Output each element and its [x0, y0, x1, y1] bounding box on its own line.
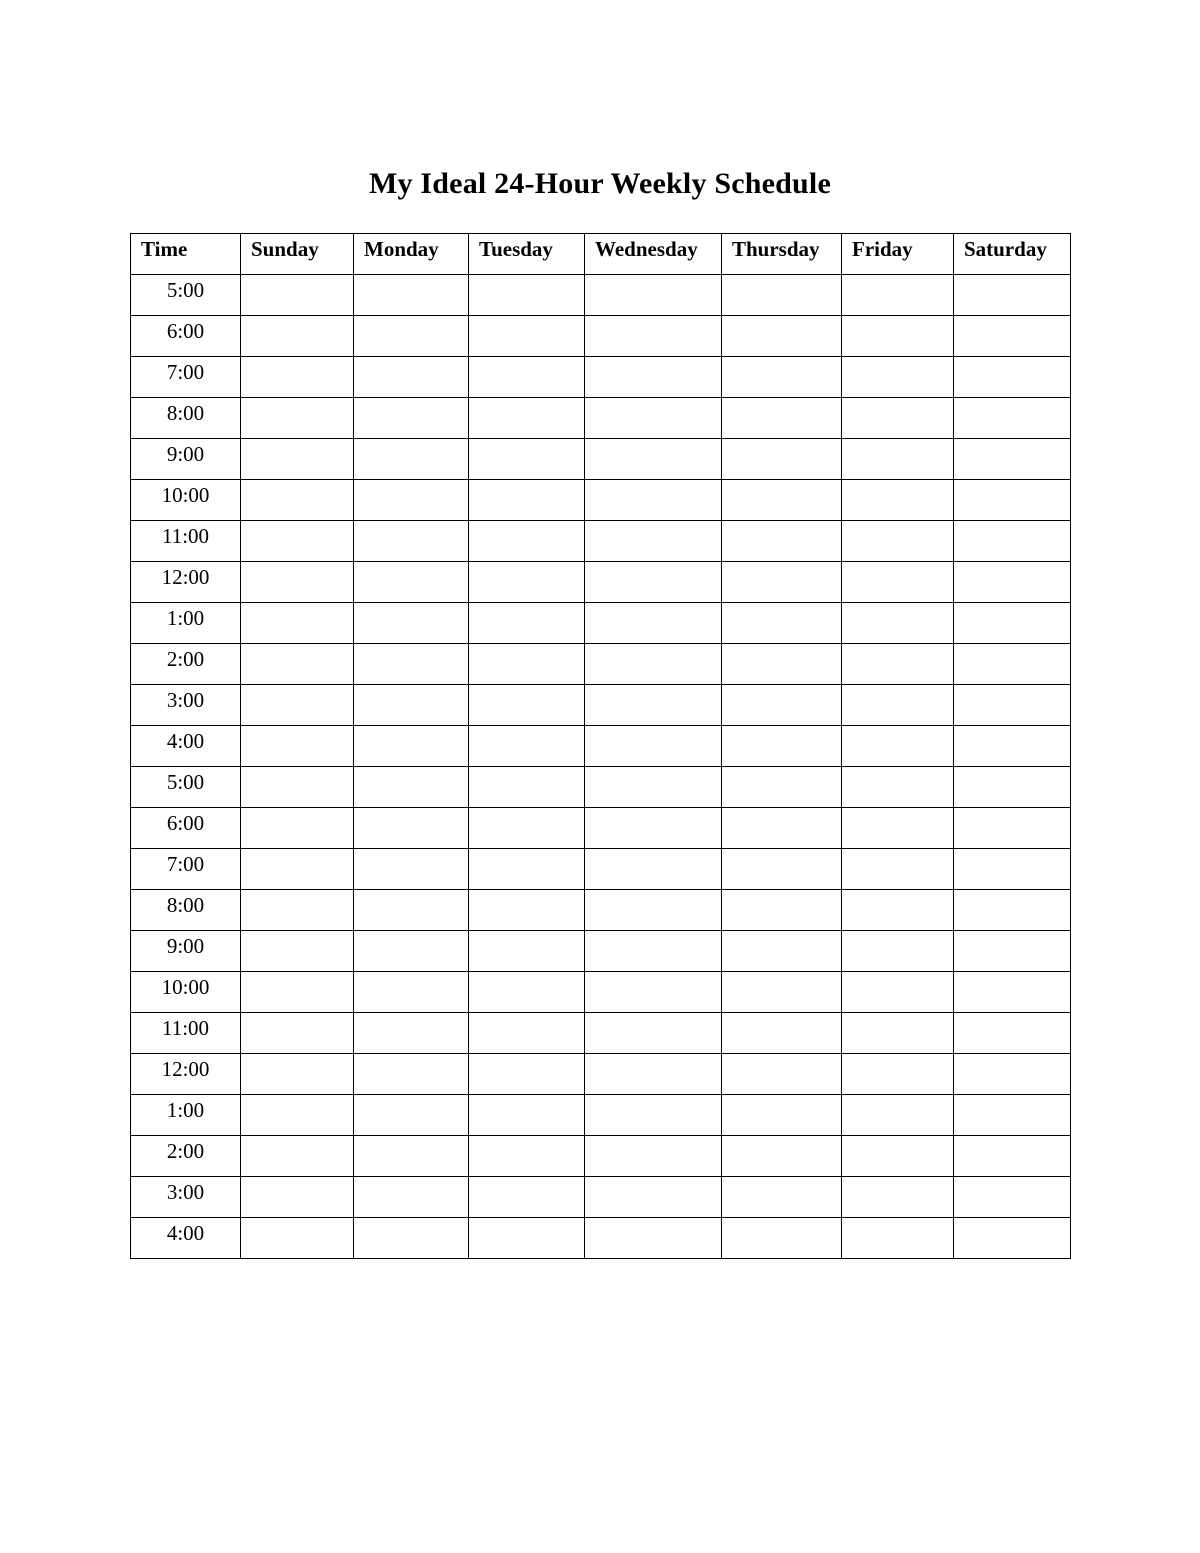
schedule-cell-thursday [722, 972, 842, 1013]
time-cell: 3:00 [131, 1177, 241, 1218]
column-header-friday: Friday [842, 234, 954, 275]
schedule-cell-tuesday [469, 1136, 585, 1177]
schedule-cell-tuesday [469, 1095, 585, 1136]
schedule-cell-saturday [954, 275, 1071, 316]
time-cell: 9:00 [131, 931, 241, 972]
schedule-cell-saturday [954, 1218, 1071, 1259]
schedule-cell-thursday [722, 890, 842, 931]
schedule-cell-saturday [954, 480, 1071, 521]
schedule-cell-wednesday [585, 439, 722, 480]
schedule-cell-wednesday [585, 767, 722, 808]
time-cell: 12:00 [131, 1054, 241, 1095]
time-cell: 9:00 [131, 439, 241, 480]
schedule-cell-wednesday [585, 849, 722, 890]
column-header-time: Time [131, 234, 241, 275]
schedule-cell-saturday [954, 603, 1071, 644]
schedule-cell-saturday [954, 439, 1071, 480]
schedule-cell-friday [842, 357, 954, 398]
schedule-cell-saturday [954, 1136, 1071, 1177]
schedule-cell-tuesday [469, 357, 585, 398]
schedule-cell-friday [842, 480, 954, 521]
schedule-cell-monday [354, 316, 469, 357]
time-cell: 4:00 [131, 1218, 241, 1259]
schedule-cell-friday [842, 1218, 954, 1259]
schedule-cell-tuesday [469, 439, 585, 480]
schedule-cell-wednesday [585, 316, 722, 357]
schedule-cell-wednesday [585, 685, 722, 726]
schedule-cell-saturday [954, 808, 1071, 849]
schedule-cell-wednesday [585, 1095, 722, 1136]
table-row [131, 398, 1071, 439]
schedule-cell-sunday [241, 439, 354, 480]
schedule-cell-monday [354, 1054, 469, 1095]
schedule-cell-friday [842, 685, 954, 726]
table-row [131, 275, 1071, 316]
schedule-cell-friday [842, 398, 954, 439]
schedule-cell-saturday [954, 849, 1071, 890]
schedule-cell-monday [354, 767, 469, 808]
table-row [131, 685, 1071, 726]
time-cell: 8:00 [131, 890, 241, 931]
schedule-cell-tuesday [469, 644, 585, 685]
schedule-cell-thursday [722, 603, 842, 644]
schedule-cell-friday [842, 1095, 954, 1136]
schedule-cell-sunday [241, 316, 354, 357]
schedule-cell-thursday [722, 931, 842, 972]
schedule-cell-thursday [722, 480, 842, 521]
schedule-cell-sunday [241, 644, 354, 685]
table-row [131, 562, 1071, 603]
schedule-cell-friday [842, 562, 954, 603]
schedule-cell-sunday [241, 1218, 354, 1259]
schedule-cell-monday [354, 1013, 469, 1054]
schedule-cell-saturday [954, 644, 1071, 685]
schedule-cell-tuesday [469, 275, 585, 316]
schedule-cell-friday [842, 603, 954, 644]
schedule-cell-sunday [241, 726, 354, 767]
schedule-cell-thursday [722, 439, 842, 480]
schedule-cell-wednesday [585, 562, 722, 603]
schedule-cell-thursday [722, 398, 842, 439]
table-row [131, 316, 1071, 357]
schedule-cell-wednesday [585, 480, 722, 521]
table-row [131, 972, 1071, 1013]
schedule-cell-monday [354, 398, 469, 439]
schedule-cell-thursday [722, 644, 842, 685]
column-header-monday: Monday [354, 234, 469, 275]
schedule-cell-sunday [241, 808, 354, 849]
schedule-cell-sunday [241, 357, 354, 398]
schedule-cell-sunday [241, 931, 354, 972]
schedule-cell-wednesday [585, 1054, 722, 1095]
schedule-cell-saturday [954, 1054, 1071, 1095]
schedule-cell-saturday [954, 685, 1071, 726]
schedule-cell-sunday [241, 398, 354, 439]
schedule-cell-monday [354, 1177, 469, 1218]
table-row [131, 1054, 1071, 1095]
schedule-cell-saturday [954, 398, 1071, 439]
schedule-cell-thursday [722, 521, 842, 562]
schedule-cell-sunday [241, 849, 354, 890]
time-cell: 1:00 [131, 1095, 241, 1136]
schedule-cell-sunday [241, 480, 354, 521]
table-row [131, 480, 1071, 521]
time-cell: 5:00 [131, 275, 241, 316]
schedule-cell-saturday [954, 316, 1071, 357]
schedule-cell-tuesday [469, 562, 585, 603]
schedule-cell-sunday [241, 1013, 354, 1054]
schedule-cell-tuesday [469, 931, 585, 972]
schedule-cell-friday [842, 1054, 954, 1095]
schedule-cell-monday [354, 849, 469, 890]
schedule-cell-friday [842, 767, 954, 808]
time-cell: 6:00 [131, 316, 241, 357]
time-cell: 11:00 [131, 1013, 241, 1054]
schedule-cell-tuesday [469, 767, 585, 808]
schedule-cell-wednesday [585, 644, 722, 685]
schedule-cell-tuesday [469, 480, 585, 521]
schedule-cell-wednesday [585, 890, 722, 931]
schedule-cell-monday [354, 439, 469, 480]
schedule-cell-thursday [722, 1218, 842, 1259]
schedule-cell-thursday [722, 316, 842, 357]
schedule-cell-monday [354, 603, 469, 644]
schedule-cell-tuesday [469, 1218, 585, 1259]
schedule-cell-tuesday [469, 1054, 585, 1095]
time-cell: 7:00 [131, 849, 241, 890]
time-cell: 5:00 [131, 767, 241, 808]
schedule-cell-tuesday [469, 972, 585, 1013]
schedule-cell-monday [354, 521, 469, 562]
schedule-cell-friday [842, 1013, 954, 1054]
schedule-cell-sunday [241, 275, 354, 316]
schedule-cell-saturday [954, 972, 1071, 1013]
table-row [131, 890, 1071, 931]
schedule-cell-saturday [954, 1013, 1071, 1054]
table-row [131, 1013, 1071, 1054]
table-row [131, 357, 1071, 398]
schedule-cell-friday [842, 1136, 954, 1177]
schedule-cell-wednesday [585, 1136, 722, 1177]
schedule-cell-saturday [954, 931, 1071, 972]
schedule-cell-friday [842, 275, 954, 316]
table-row [131, 1136, 1071, 1177]
schedule-cell-wednesday [585, 808, 722, 849]
schedule-cell-monday [354, 644, 469, 685]
schedule-cell-thursday [722, 1177, 842, 1218]
schedule-cell-tuesday [469, 685, 585, 726]
schedule-cell-thursday [722, 726, 842, 767]
schedule-cell-monday [354, 808, 469, 849]
time-cell: 4:00 [131, 726, 241, 767]
schedule-cell-monday [354, 480, 469, 521]
schedule-cell-monday [354, 726, 469, 767]
header-row [131, 234, 1071, 275]
schedule-cell-thursday [722, 562, 842, 603]
schedule-cell-wednesday [585, 398, 722, 439]
time-cell: 11:00 [131, 521, 241, 562]
schedule-cell-friday [842, 439, 954, 480]
schedule-cell-sunday [241, 972, 354, 1013]
schedule-cell-tuesday [469, 1177, 585, 1218]
schedule-cell-friday [842, 931, 954, 972]
schedule-cell-thursday [722, 849, 842, 890]
schedule-cell-thursday [722, 767, 842, 808]
table-row [131, 603, 1071, 644]
schedule-cell-tuesday [469, 316, 585, 357]
time-cell: 6:00 [131, 808, 241, 849]
schedule-cell-friday [842, 849, 954, 890]
schedule-cell-tuesday [469, 1013, 585, 1054]
column-header-wednesday: Wednesday [585, 234, 722, 275]
schedule-cell-friday [842, 644, 954, 685]
column-header-thursday: Thursday [722, 234, 842, 275]
schedule-cell-tuesday [469, 726, 585, 767]
table-row [131, 726, 1071, 767]
schedule-cell-wednesday [585, 1177, 722, 1218]
schedule-cell-thursday [722, 1054, 842, 1095]
schedule-cell-wednesday [585, 603, 722, 644]
schedule-cell-saturday [954, 726, 1071, 767]
schedule-cell-saturday [954, 1095, 1071, 1136]
schedule-cell-tuesday [469, 808, 585, 849]
schedule-cell-monday [354, 1095, 469, 1136]
schedule-cell-thursday [722, 685, 842, 726]
table-row [131, 1095, 1071, 1136]
table-row [131, 1177, 1071, 1218]
schedule-cell-friday [842, 316, 954, 357]
time-cell: 10:00 [131, 480, 241, 521]
time-cell: 3:00 [131, 685, 241, 726]
table-row [131, 439, 1071, 480]
schedule-cell-monday [354, 972, 469, 1013]
page-title: My Ideal 24-Hour Weekly Schedule [369, 167, 831, 200]
schedule-cell-monday [354, 685, 469, 726]
schedule-cell-sunday [241, 1095, 354, 1136]
schedule-cell-sunday [241, 767, 354, 808]
schedule-cell-wednesday [585, 1218, 722, 1259]
schedule-cell-monday [354, 1136, 469, 1177]
schedule-cell-saturday [954, 890, 1071, 931]
schedule-cell-wednesday [585, 357, 722, 398]
time-cell: 12:00 [131, 562, 241, 603]
schedule-cell-saturday [954, 357, 1071, 398]
time-cell: 2:00 [131, 1136, 241, 1177]
schedule-cell-sunday [241, 562, 354, 603]
column-header-saturday: Saturday [954, 234, 1071, 275]
time-cell: 10:00 [131, 972, 241, 1013]
schedule-cell-sunday [241, 1136, 354, 1177]
schedule-cell-saturday [954, 562, 1071, 603]
schedule-cell-friday [842, 1177, 954, 1218]
schedule-cell-monday [354, 275, 469, 316]
schedule-cell-thursday [722, 1013, 842, 1054]
schedule-cell-wednesday [585, 972, 722, 1013]
table-row [131, 808, 1071, 849]
schedule-cell-sunday [241, 603, 354, 644]
schedule-cell-friday [842, 890, 954, 931]
schedule-cell-saturday [954, 1177, 1071, 1218]
schedule-cell-saturday [954, 521, 1071, 562]
schedule-cell-monday [354, 931, 469, 972]
schedule-cell-wednesday [585, 931, 722, 972]
schedule-cell-sunday [241, 890, 354, 931]
schedule-cell-sunday [241, 1054, 354, 1095]
table-row [131, 644, 1071, 685]
table-row [131, 767, 1071, 808]
schedule-cell-wednesday [585, 521, 722, 562]
table-row [131, 931, 1071, 972]
schedule-cell-friday [842, 726, 954, 767]
schedule-cell-thursday [722, 1095, 842, 1136]
schedule-cell-sunday [241, 1177, 354, 1218]
column-header-tuesday: Tuesday [469, 234, 585, 275]
schedule-cell-thursday [722, 275, 842, 316]
schedule-cell-friday [842, 808, 954, 849]
schedule-body [131, 275, 1071, 1259]
schedule-cell-monday [354, 1218, 469, 1259]
schedule-cell-tuesday [469, 849, 585, 890]
time-cell: 7:00 [131, 357, 241, 398]
table-row [131, 849, 1071, 890]
schedule-cell-thursday [722, 808, 842, 849]
schedule-cell-saturday [954, 767, 1071, 808]
schedule-table [130, 233, 1071, 1259]
schedule-cell-wednesday [585, 1013, 722, 1054]
time-cell: 1:00 [131, 603, 241, 644]
table-row [131, 521, 1071, 562]
schedule-cell-tuesday [469, 521, 585, 562]
schedule-cell-monday [354, 890, 469, 931]
table-row [131, 1218, 1071, 1259]
schedule-cell-tuesday [469, 603, 585, 644]
time-cell: 8:00 [131, 398, 241, 439]
schedule-cell-thursday [722, 357, 842, 398]
schedule-cell-wednesday [585, 726, 722, 767]
schedule-cell-thursday [722, 1136, 842, 1177]
schedule-cell-friday [842, 521, 954, 562]
schedule-cell-monday [354, 562, 469, 603]
schedule-cell-tuesday [469, 398, 585, 439]
schedule-cell-sunday [241, 521, 354, 562]
schedule-cell-wednesday [585, 275, 722, 316]
schedule-cell-tuesday [469, 890, 585, 931]
schedule-cell-monday [354, 357, 469, 398]
schedule-cell-friday [842, 972, 954, 1013]
schedule-cell-sunday [241, 685, 354, 726]
column-header-sunday: Sunday [241, 234, 354, 275]
time-cell: 2:00 [131, 644, 241, 685]
